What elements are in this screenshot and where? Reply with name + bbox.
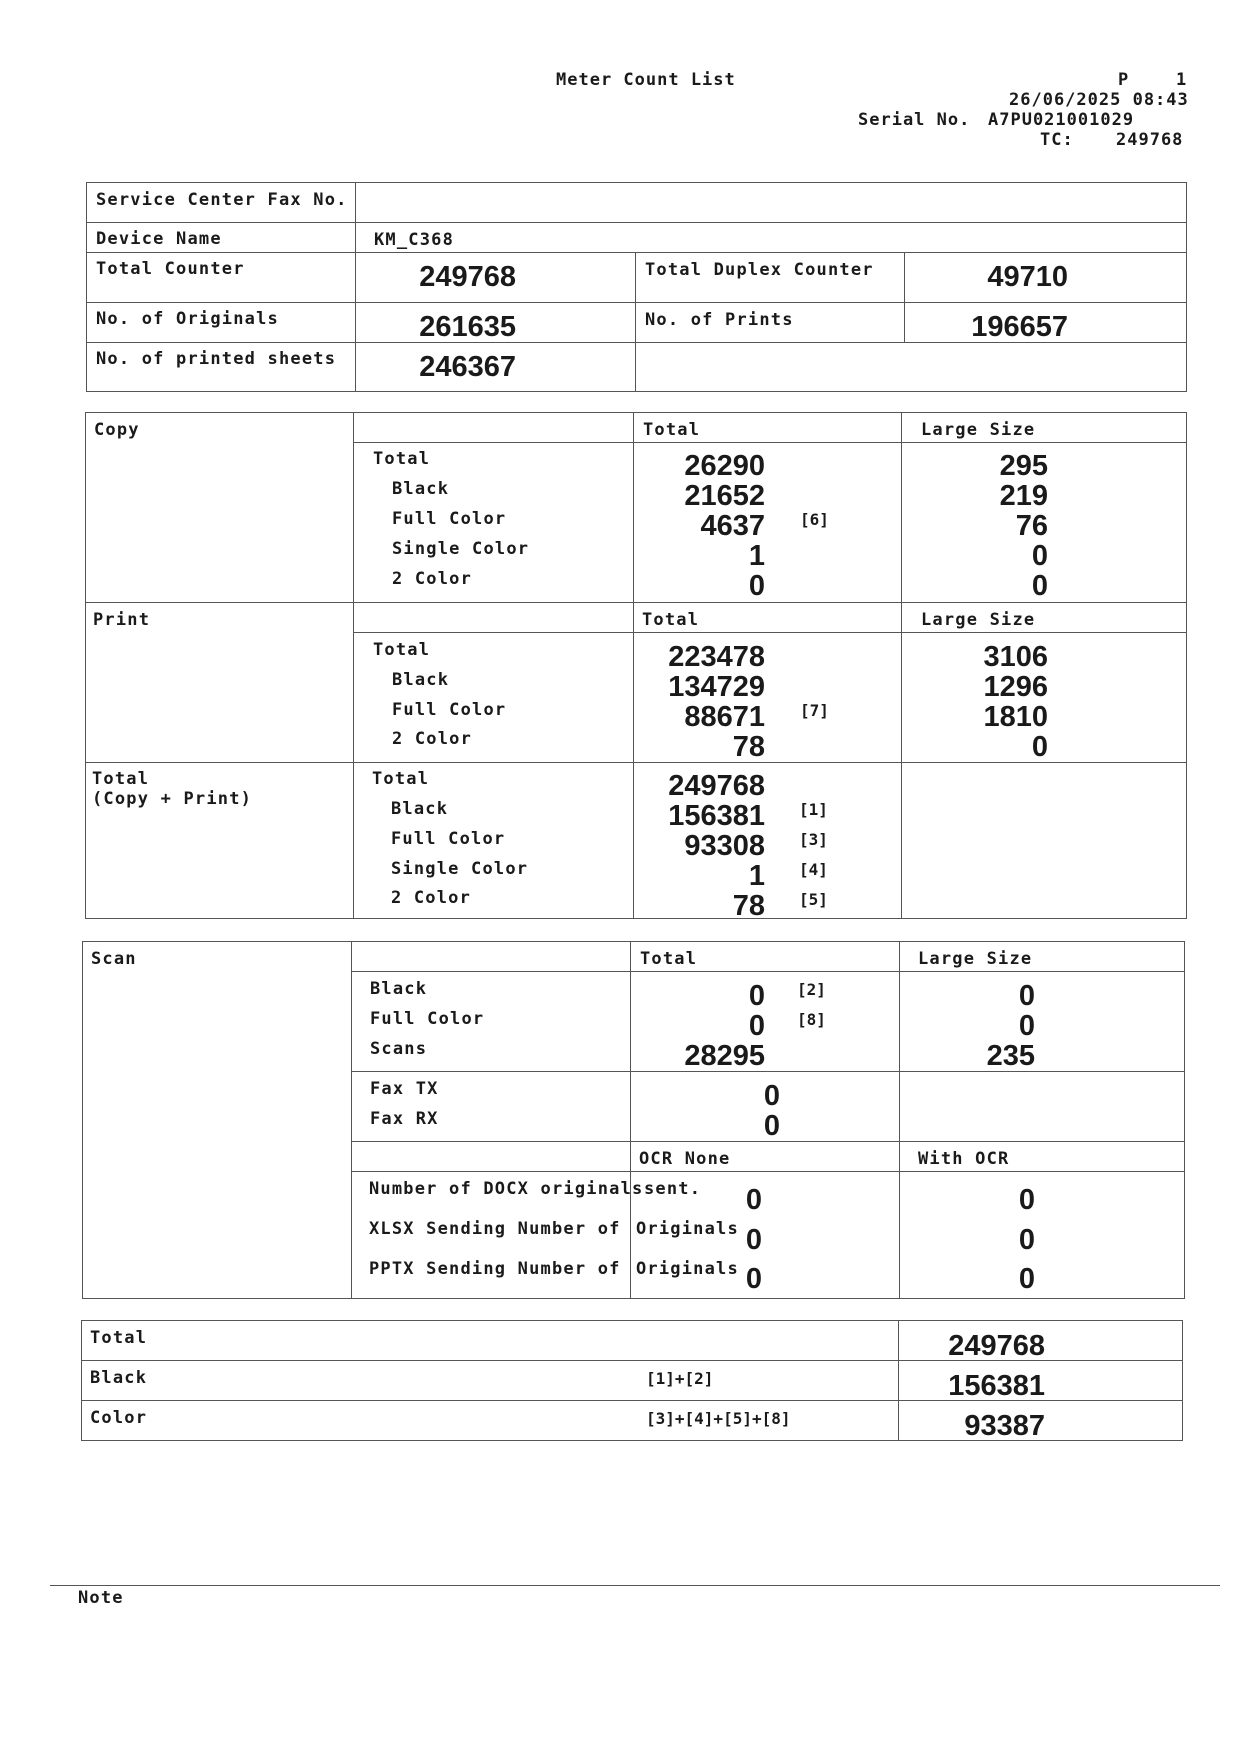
- summary-black-formula: [1]+[2]: [646, 1369, 714, 1388]
- copy-row-large: 76: [1015, 510, 1048, 542]
- copy-print-row-ref: [3]: [799, 830, 828, 849]
- summary-color-label: Color: [90, 1408, 148, 1428]
- copy-print-row-ref: [4]: [799, 860, 828, 879]
- printed-sheets-label: No. of printed sheets: [96, 349, 337, 369]
- total-counter-label: Total Counter: [96, 259, 245, 279]
- report-title: Meter Count List: [556, 70, 736, 90]
- copy-row-total: 26290: [684, 450, 765, 482]
- copy-print-row-total: 93308: [684, 830, 765, 862]
- print-row-total: 88671: [684, 701, 765, 733]
- fax-tx-value: 0: [763, 1080, 780, 1112]
- summary-total-value: 249768: [948, 1330, 1045, 1362]
- print-row-total: 78: [732, 731, 765, 763]
- ocr-none-header: OCR None: [639, 1149, 731, 1169]
- summary-color-formula: [3]+[4]+[5]+[8]: [646, 1409, 791, 1428]
- copy-row-large: 295: [999, 450, 1048, 482]
- ocr-row-label: Number of DOCX originals: [369, 1179, 644, 1199]
- copy-print-row-label: Total: [372, 769, 430, 789]
- copy-row-large: 0: [1031, 540, 1048, 572]
- scan-row-ref: [2]: [797, 980, 826, 999]
- fax-tx-label: Fax TX: [370, 1079, 439, 1099]
- scan-row-label: Full Color: [370, 1009, 485, 1029]
- tc-label: TC:: [1040, 130, 1074, 150]
- copy-row-label: 2 Color: [392, 569, 473, 589]
- copy-print-row-total: 249768: [668, 770, 765, 802]
- service-fax-label: Service Center Fax No.: [96, 190, 348, 210]
- copy-print-row-total: 156381: [668, 800, 765, 832]
- copy-print-row-total: 78: [732, 890, 765, 922]
- copy-print-row-total: 1: [748, 860, 765, 892]
- summary-total-label: Total: [90, 1328, 148, 1348]
- print-section-label: Print: [93, 610, 151, 630]
- scan-row-label: Scans: [370, 1039, 428, 1059]
- print-row-large: 1296: [983, 671, 1048, 703]
- ocr-row-label-cont: sent.: [644, 1179, 702, 1199]
- report-datetime: 26/06/2025 08:43: [1009, 90, 1189, 110]
- tc-value: 249768: [1116, 130, 1184, 150]
- ocr-row-none: 0: [745, 1224, 762, 1256]
- total-duplex-label: Total Duplex Counter: [645, 260, 874, 280]
- print-total-header: Total: [642, 610, 700, 630]
- print-row-total: 223478: [668, 641, 765, 673]
- total-counter-value: 249768: [419, 261, 516, 293]
- print-row-label: 2 Color: [392, 729, 473, 749]
- copy-print-row-label: 2 Color: [391, 888, 472, 908]
- copy-print-row-label: Black: [391, 799, 449, 819]
- printed-sheets-value: 246367: [419, 351, 516, 383]
- ocr-row-with: 0: [1018, 1184, 1035, 1216]
- page-number: 1: [1176, 70, 1188, 90]
- ocr-row-with: 0: [1018, 1263, 1035, 1295]
- originals-value: 261635: [419, 311, 516, 343]
- originals-label: No. of Originals: [96, 309, 279, 329]
- summary-black-label: Black: [90, 1368, 148, 1388]
- scan-section-label: Scan: [91, 949, 137, 969]
- copy-total-header: Total: [643, 420, 701, 440]
- scan-row-total: 0: [748, 980, 765, 1012]
- ocr-row-with: 0: [1018, 1224, 1035, 1256]
- copy-section-label: Copy: [94, 420, 140, 440]
- scan-large-header: Large Size: [918, 949, 1033, 969]
- fax-rx-label: Fax RX: [370, 1109, 439, 1129]
- copy-print-row-ref: [5]: [799, 890, 828, 909]
- summary-color-value: 93387: [964, 1410, 1045, 1442]
- page-label: P: [1118, 70, 1130, 90]
- with-ocr-header: With OCR: [918, 1149, 1010, 1169]
- print-row-label: Total: [373, 640, 431, 660]
- ocr-row-label-cont: Originals: [636, 1259, 739, 1279]
- copy-print-total-sublabel: (Copy + Print): [92, 789, 253, 809]
- print-row-large: 1810: [983, 701, 1048, 733]
- ocr-row-label: PPTX Sending Number of: [369, 1259, 621, 1279]
- prints-label: No. of Prints: [645, 310, 794, 330]
- serial-label: Serial No.: [858, 110, 971, 130]
- scan-row-large: 0: [1018, 1010, 1035, 1042]
- copy-row-label: Black: [392, 479, 450, 499]
- fax-rx-value: 0: [763, 1110, 780, 1142]
- copy-large-header: Large Size: [921, 420, 1036, 440]
- copy-row-large: 219: [999, 480, 1048, 512]
- scan-row-large: 0: [1018, 980, 1035, 1012]
- note-divider: [50, 1585, 1220, 1586]
- serial-value: A7PU021001029: [988, 110, 1135, 130]
- prints-value: 196657: [971, 311, 1068, 343]
- copy-row-label: Total: [373, 449, 431, 469]
- scan-row-total: 0: [748, 1010, 765, 1042]
- print-row-total: 134729: [668, 671, 765, 703]
- copy-print-row-label: Full Color: [391, 829, 506, 849]
- copy-print-total-label: Total: [92, 769, 150, 789]
- print-row-label: Black: [392, 670, 450, 690]
- scan-total-header: Total: [640, 949, 698, 969]
- scan-row-total: 28295: [684, 1040, 765, 1072]
- copy-row-label: Single Color: [392, 539, 530, 559]
- total-duplex-value: 49710: [987, 261, 1068, 293]
- copy-row-total: 21652: [684, 480, 765, 512]
- copy-row-ref: [6]: [800, 510, 829, 529]
- ocr-row-label-cont: Originals: [636, 1219, 739, 1239]
- ocr-row-label: XLSX Sending Number of: [369, 1219, 621, 1239]
- print-row-label: Full Color: [392, 700, 507, 720]
- copy-row-large: 0: [1031, 570, 1048, 602]
- scan-row-ref: [8]: [797, 1010, 826, 1029]
- device-name-value: KM_C368: [374, 230, 455, 250]
- copy-row-label: Full Color: [392, 509, 507, 529]
- device-name-label: Device Name: [96, 229, 222, 249]
- print-row-large: 0: [1031, 731, 1048, 763]
- scan-row-large: 235: [986, 1040, 1035, 1072]
- note-label: Note: [78, 1588, 124, 1608]
- copy-row-total: 1: [748, 540, 765, 572]
- ocr-row-none: 0: [745, 1184, 762, 1216]
- copy-row-total: 0: [748, 570, 765, 602]
- copy-print-row-label: Single Color: [391, 859, 529, 879]
- summary-black-value: 156381: [948, 1370, 1045, 1402]
- copy-row-total: 4637: [700, 510, 765, 542]
- ocr-row-none: 0: [745, 1263, 762, 1295]
- print-row-ref: [7]: [800, 701, 829, 720]
- print-large-header: Large Size: [921, 610, 1036, 630]
- print-row-large: 3106: [983, 641, 1048, 673]
- scan-row-label: Black: [370, 979, 428, 999]
- copy-print-row-ref: [1]: [799, 800, 828, 819]
